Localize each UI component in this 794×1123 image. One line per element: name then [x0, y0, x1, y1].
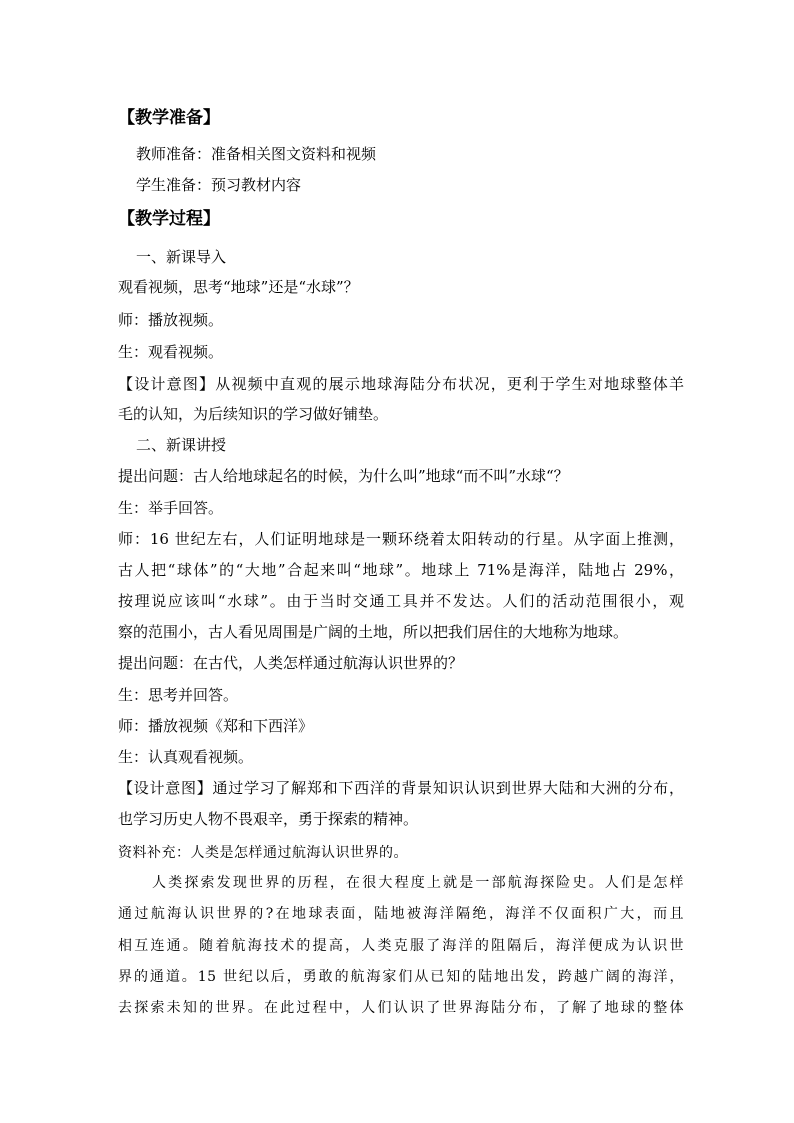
subheading-new-lesson: 二、新课讲授 [136, 436, 227, 454]
body-line: 师：播放视频。 [118, 311, 224, 329]
body-line: 古人把“球体”的“大地”合起来叫“地球”。地球上 71%是海洋，陆地占 29%， [118, 561, 684, 579]
body-line: 【设计意图】通过学习了解郑和下西洋的背景知识认识到世界大陆和大洲的分布， [118, 779, 684, 797]
body-line: 师：16 世纪左右，人们证明地球是一颗环绕着太阳转动的行星。从字面上推测， [118, 530, 684, 548]
supplement-line: 人类探索发现世界的历程，在很大程度上就是一部航海探险史。人们是怎样 [152, 875, 684, 891]
supplement-line: 界的通道。15 世纪以后，勇敢的航海家们从已知的陆地出发，跨越广阔的海洋， [118, 969, 684, 985]
body-line: 按理说应该叫“水球”。由于当时交通工具并不发达。人们的活动范围很小，观 [118, 592, 684, 610]
subheading-intro: 一、新课导入 [136, 248, 227, 266]
section-heading-teaching-prep: 【教学准备】 [118, 108, 220, 128]
body-line: 生：认真观看视频。 [118, 748, 254, 766]
supplement-line: 通过航海认识世界的?在地球表面，陆地被海洋隔绝，海洋不仅面积广大，而且 [118, 906, 684, 922]
body-line: 察的范围小，古人看见周围是广阔的土地，所以把我们居住的大地称为地球。 [118, 623, 629, 641]
body-line: 提出问题：古人给地球起名的时候，为什么叫”地球“而不叫”水球“？ [118, 467, 569, 485]
body-line: 也学习历史人物不畏艰辛，勇于探索的精神。 [118, 810, 419, 828]
section-heading-teaching-process: 【教学过程】 [118, 209, 220, 229]
body-line: 【设计意图】从视频中直观的展示地球海陆分布状况，更利于学生对地球整体羊 [118, 375, 684, 393]
supplement-title: 资料补充：人类是怎样通过航海认识世界的。 [118, 845, 408, 861]
teacher-prep-line: 教师准备：准备相关图文资料和视频 [136, 145, 377, 163]
body-line: 生：思考并回答。 [118, 686, 239, 704]
body-line: 师：播放视频《郑和下西洋》 [118, 717, 314, 735]
body-line: 毛的认知，为后续知识的学习做好铺垫。 [118, 405, 389, 423]
body-line: 生：观看视频。 [118, 343, 224, 361]
body-line: 生：举手回答。 [118, 499, 224, 517]
body-line: 观看视频，思考“地球”还是“水球”？ [118, 278, 359, 296]
supplement-line: 去探索未知的世界。在此过程中，人们认识了世界海陆分布，了解了地球的整体 [118, 1000, 684, 1016]
student-prep-line: 学生准备：预习教材内容 [136, 176, 302, 194]
supplement-line: 相互连通。随着航海技术的提高，人类克服了海洋的阻隔后，海洋便成为认识世 [118, 938, 684, 954]
body-line: 提出问题：在古代，人类怎样通过航海认识世界的？ [118, 654, 464, 672]
